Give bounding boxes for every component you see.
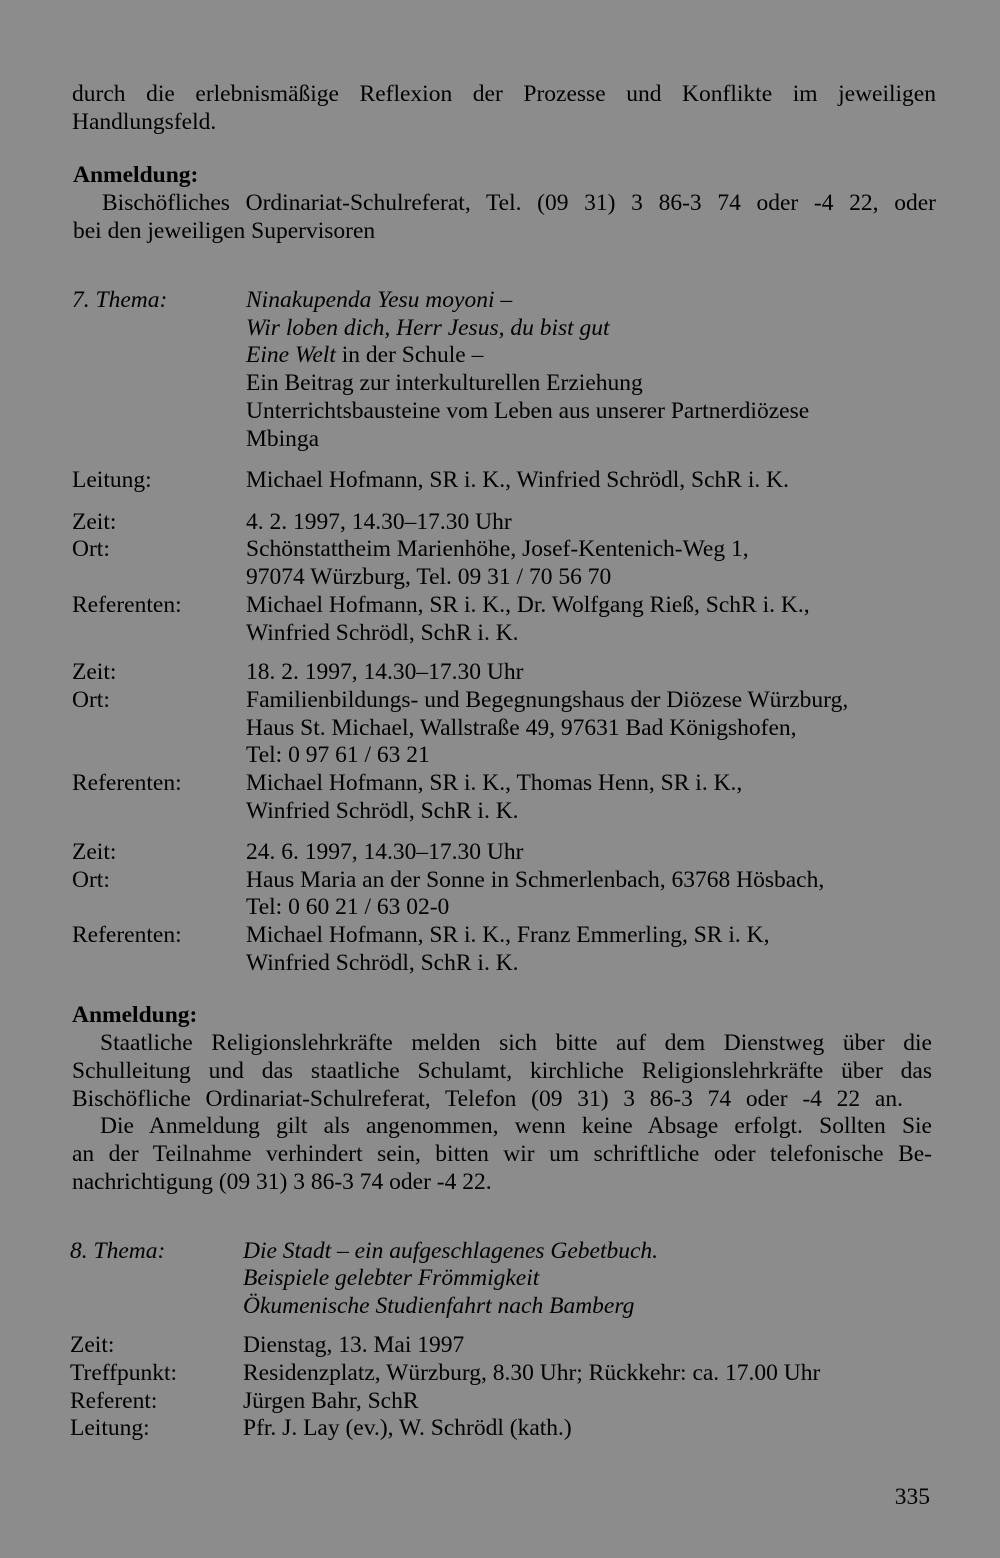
topic-8-title-3: Ökumenische Studienfahrt nach Bamberg <box>243 1293 635 1319</box>
topic-7-title-6: Mbinga <box>246 426 320 452</box>
session-1-ref-line-2: Winfried Schrödl, SchR i. K. <box>246 620 519 646</box>
topic-8-zeit: Dienstag, 13. Mai 1997 <box>243 1332 465 1358</box>
topic-8-ref-label: Referent: <box>70 1388 158 1414</box>
anmeldung-2-p2-line-3: nachrichtigung (09 31) 3 86-3 74 oder -4 22. <box>72 1169 492 1195</box>
session-2-zeit-label: Zeit: <box>72 659 117 685</box>
anmeldung-2-p1-line-2: Schulleitung und das staatliche Schulamt, kirchliche Religionslehrkräfte über das <box>72 1058 932 1084</box>
topic-7-label: 7. Thema: <box>72 287 168 313</box>
topic-7-title-4: Ein Beitrag zur interkulturellen Erziehung <box>246 370 643 396</box>
session-2-ort-line-1: Familienbildungs- und Begegnungshaus der Diözese Würzburg, <box>246 687 849 713</box>
session-3-ort-line-2: Tel: 0 60 21 / 63 02-0 <box>246 894 450 920</box>
session-3-ref-line-2: Winfried Schrödl, SchR i. K. <box>246 950 519 976</box>
session-3-ort-line-1: Haus Maria an der Sonne in Schmerlenbach, 63768 Hösbach, <box>246 867 825 893</box>
session-2-zeit: 18. 2. 1997, 14.30–17.30 Uhr <box>246 659 524 685</box>
anmeldung-1-line-1: Bischöfliches Ordinariat-Schulreferat, Tel. (09 31) 3 86-3 74 oder -4 22, oder <box>102 190 936 216</box>
anmeldung-heading-2: Anmeldung: <box>72 1002 198 1028</box>
session-2-ort-line-3: Tel: 0 97 61 / 63 21 <box>246 742 430 768</box>
topic-7-title-1: Ninakupenda Yesu moyoni – <box>246 287 513 313</box>
anmeldung-2-p1-line-3: Bischöfliche Ordinariat-Schulreferat, Telefon (09 31) 3 86-3 74 oder -4 22 an. <box>72 1086 903 1112</box>
session-3-zeit: 24. 6. 1997, 14.30–17.30 Uhr <box>246 839 524 865</box>
anmeldung-heading-1: Anmeldung: <box>73 162 199 188</box>
intro-line-2: Handlungsfeld. <box>72 109 217 135</box>
topic-7-leitung-label: Leitung: <box>72 467 152 493</box>
session-2-ref-line-2: Winfried Schrödl, SchR i. K. <box>246 798 519 824</box>
session-1-zeit: 4. 2. 1997, 14.30–17.30 Uhr <box>246 509 512 535</box>
session-3-ref-label: Referenten: <box>72 922 182 948</box>
session-1-ort-line-2: 97074 Würzburg, Tel. 09 31 / 70 56 70 <box>246 564 612 590</box>
topic-8-treff: Residenzplatz, Würzburg, 8.30 Uhr; Rückkehr: ca. 17.00 Uhr <box>243 1360 821 1386</box>
anmeldung-2-p1-line-1: Staatliche Religionslehrkräfte melden sich bitte auf dem Dienstweg über die <box>100 1030 932 1056</box>
session-1-zeit-label: Zeit: <box>72 509 117 535</box>
topic-8-title-1: Die Stadt – ein aufgeschlagenes Gebetbuch. <box>243 1238 659 1264</box>
anmeldung-2-p2-line-2: an der Teilnahme verhindert sein, bitten wir um schriftliche oder telefonische Be- <box>72 1141 932 1167</box>
session-1-ort-label: Ort: <box>72 536 110 562</box>
session-3-ort-label: Ort: <box>72 867 110 893</box>
session-1-ort-line-1: Schönstattheim Marienhöhe, Josef-Kentenich-Weg 1, <box>246 536 749 562</box>
topic-7-title-3 <box>246 341 483 369</box>
topic-8-zeit-label: Zeit: <box>70 1332 115 1358</box>
page-number: 335 <box>894 1484 930 1510</box>
anmeldung-1-line-2: bei den jeweiligen Supervisoren <box>73 218 376 244</box>
intro-line-1: durch die erlebnismäßige Reflexion der Prozesse und Konflikte im jeweiligen <box>72 81 936 107</box>
session-1-ref-label: Referenten: <box>72 592 182 618</box>
session-2-ref-line-1: Michael Hofmann, SR i. K., Thomas Henn, SR i. K., <box>246 770 743 796</box>
session-2-ort-label: Ort: <box>72 687 110 713</box>
topic-7-title-3-italic: Eine Welt <box>246 342 336 368</box>
topic-7-title-5: Unterrichtsbausteine vom Leben aus unserer Partnerdiözese <box>246 398 810 424</box>
topic-8-leitung: Pfr. J. Lay (ev.), W. Schrödl (kath.) <box>243 1415 572 1441</box>
topic-8-label: 8. Thema: <box>70 1238 166 1264</box>
session-3-ref-line-1: Michael Hofmann, SR i. K., Franz Emmerling, SR i. K, <box>246 922 770 948</box>
session-2-ref-label: Referenten: <box>72 770 182 796</box>
topic-8-title-2: Beispiele gelebter Frömmigkeit <box>243 1265 540 1291</box>
session-2-ort-line-2: Haus St. Michael, Wallstraße 49, 97631 Bad Königshofen, <box>246 715 797 741</box>
topic-7-title-2: Wir loben dich, Herr Jesus, du bist gut <box>246 315 610 341</box>
session-1-ref-line-1: Michael Hofmann, SR i. K., Dr. Wolfgang Rieß, SchR i. K., <box>246 592 810 618</box>
topic-8-leitung-label: Leitung: <box>70 1415 150 1441</box>
topic-7-leitung: Michael Hofmann, SR i. K., Winfried Schrödl, SchR i. K. <box>246 467 789 493</box>
session-3-zeit-label: Zeit: <box>72 839 117 865</box>
topic-8-ref: Jürgen Bahr, SchR <box>243 1388 419 1414</box>
topic-8-treff-label: Treffpunkt: <box>70 1360 178 1386</box>
anmeldung-2-p2-line-1: Die Anmeldung gilt als angenommen, wenn keine Absage erfolgt. Sollten Sie <box>100 1113 932 1139</box>
topic-7-title-3-rest: in der Schule – <box>335 342 484 368</box>
